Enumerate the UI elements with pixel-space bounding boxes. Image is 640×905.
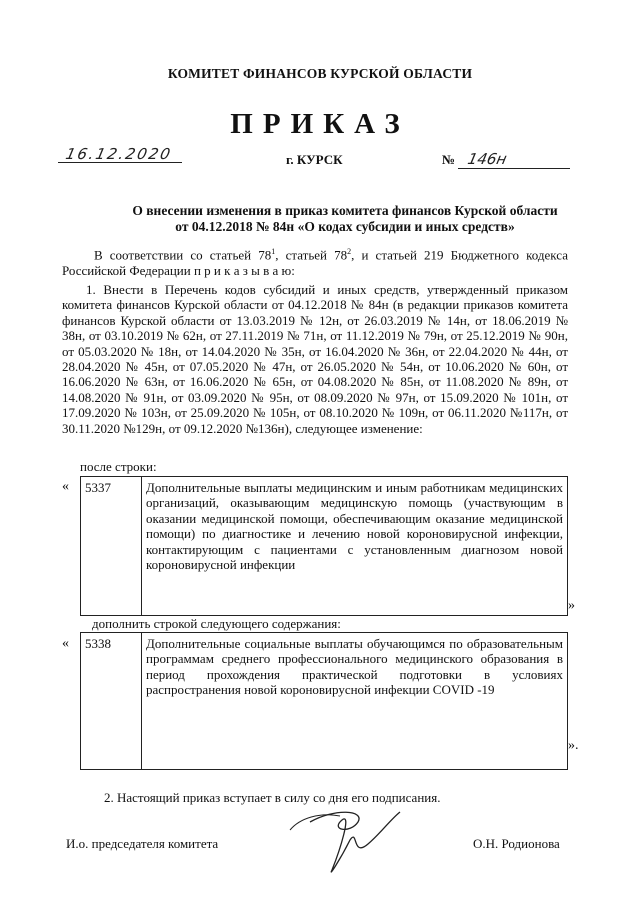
row-code: 5338	[81, 633, 142, 770]
close-quote-2: ».	[568, 738, 579, 753]
p1-sup-1: 1	[271, 247, 276, 256]
paragraph-1: 1. Внести в Перечень кодов субсидий и иных средств, утвержденный приказом комитета финансов Курской области от 04.12.2018 № 84н (в редакции приказов комитета финансов Курской области от 13.03.2019 № 12н, от 26.03.2019 № 14н, от 18.06.2019 № 38н, от 03.10.2019 № 62н, от 27.11.2019 № 71н, от 11.12.2019 № 79н, от 25.12.2019 № 90н, от 05.03.2020 № 18н, от 14.04.2020 № 35н, от 16.04.2020 № 36н, от 22.04.2020 № 44н, от 28.04.2020 № 45н, от 07.05.2020 № 47н, от 26.05.2020 № 54н, от 10.06.2020 № 60н, от 16.06.2020 № 63н, от 16.06.2020 № 65н, от 04.08.2020 № 85н, от 11.08.2020 № 89н, от 14.08.2020 № 91н, от 03.09.2020 № 95н, от 08.09.2020 № 97н, от 15.09.2020 № 101н, от 17.09.2020 № 103н, от 25.09.2020 № 105н, от 08.10.2020 № 109н, от 06.11.2020 №117н, от 30.11.2020 №129н, от 09.12.2020 №136н), следующее изменение:	[62, 282, 568, 436]
p1-sup-2: 2	[347, 247, 352, 256]
subject-line-1: О внесении изменения в приказ комитета финансов Курской области	[132, 203, 558, 218]
signer-name: О.Н. Родионова	[473, 836, 560, 851]
table-row	[81, 477, 568, 616]
code-table-existing	[80, 476, 568, 616]
number-underline	[458, 168, 570, 169]
p1-part-b: , статьей 78	[275, 247, 348, 263]
after-line-label: после строки:	[80, 459, 157, 474]
paragraph-2: 2. Настоящий приказ вступает в силу со дня его подписания.	[104, 790, 441, 805]
handwritten-date: 16.12.2020	[64, 145, 174, 163]
paragraph-basis	[62, 244, 568, 278]
close-quote-1: »	[568, 598, 575, 613]
row-text: Дополнительные социальные выплаты обучающимся по образовательным программам среднего профессионального медицинского образования в период прохождения практической подготовки в условиях распространения новой короновирусной инфекции COVID -19	[142, 633, 568, 770]
row-text: Дополнительные выплаты медицинским и иным работникам медицинских организаций, оказывающим медицинскую помощь (участвующим в оказании медицинской помощи, обеспечивающим оказание медицинской помощи) по диагностике и лечению новой короновирусной инфекции, контактирующим с пациентами с установленным диагнозом новой короновирусной инфекции	[142, 477, 568, 616]
document-title: ПРИКАЗ	[230, 108, 410, 140]
open-quote-1: «	[62, 479, 69, 494]
row-code: 5337	[81, 477, 142, 616]
code-table-new	[80, 632, 568, 770]
signature-image	[280, 800, 420, 880]
p1-part-a: В соответствии со статьей 78	[94, 247, 272, 263]
add-line-label: дополнить строкой следующего содержания:	[92, 616, 341, 631]
table-row	[81, 633, 568, 770]
number-label: №	[442, 152, 456, 167]
city: г. КУРСК	[286, 152, 343, 167]
org-name: КОМИТЕТ ФИНАНСОВ КУРСКОЙ ОБЛАСТИ	[167, 66, 473, 81]
subject	[60, 203, 630, 235]
open-quote-2: «	[62, 636, 69, 651]
p1-part-c: , и статьей 219 Бюджетного кодекса Российской Федерации п р и к а з ы в а ю:	[62, 247, 569, 278]
handwritten-number: 146н	[466, 150, 509, 168]
subject-line-2: от 04.12.2018 № 84н «О кодах субсидии и иных средств»	[175, 219, 515, 234]
signer-position: И.о. председателя комитета	[66, 836, 219, 851]
